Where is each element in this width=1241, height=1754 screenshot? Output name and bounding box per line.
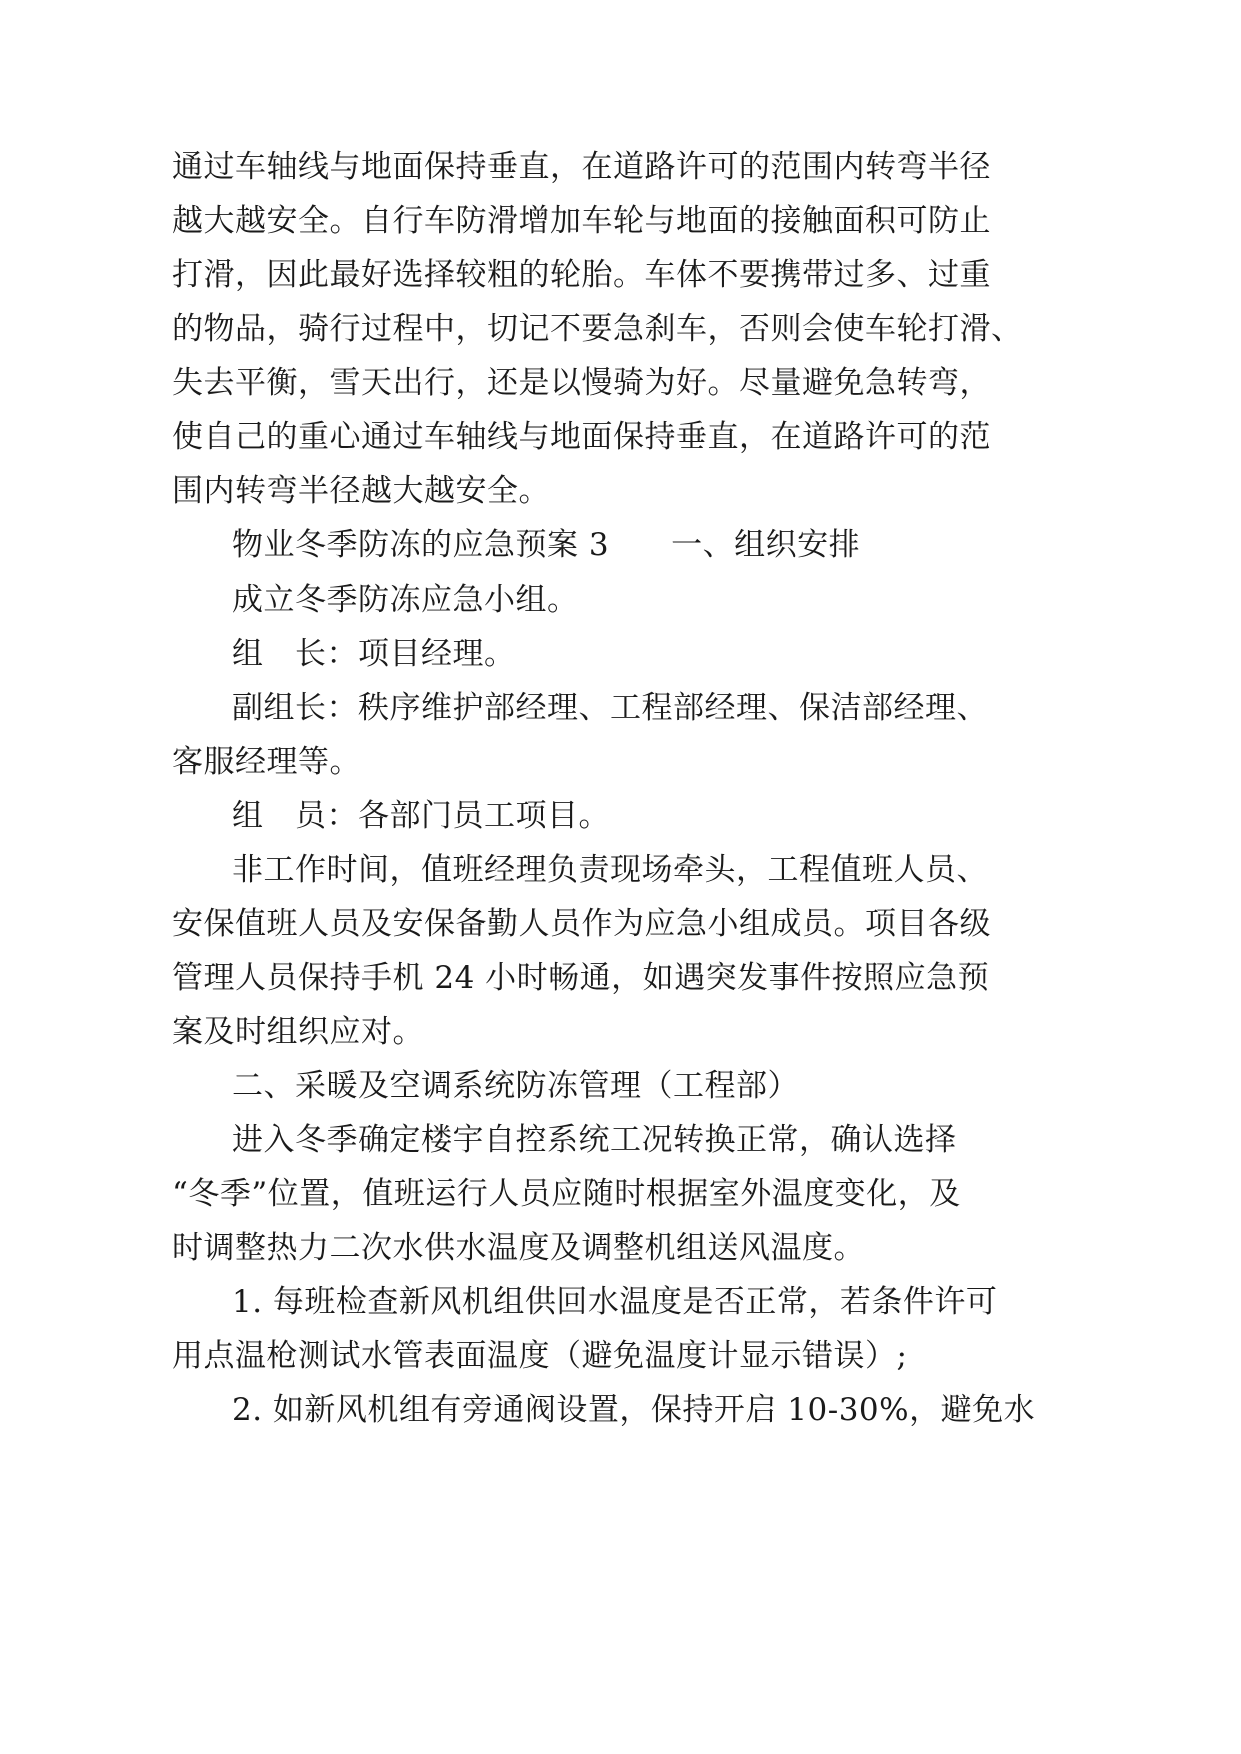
text-line: 成立冬季防冻应急小组。: [232, 582, 579, 618]
text-line: 进入冬季确定楼宇自控系统工况转换正常，确认选择: [232, 1122, 957, 1158]
text-line: 组 员：各部门员工项目。: [232, 798, 610, 834]
text-line: 2. 如新风机组有旁通阀设置，保持开启 10-30%，避免水: [232, 1392, 1036, 1428]
text-line: 二、采暖及空调系统防冻管理（工程部）: [232, 1068, 799, 1104]
text-line: 案及时组织应对。: [172, 1014, 424, 1050]
text-line: 用点温枪测试水管表面温度（避免温度计显示错误）;: [172, 1338, 908, 1374]
text-line: 客服经理等。: [172, 744, 361, 780]
text-line: 围内转弯半径越大越安全。: [172, 473, 550, 509]
text-line: 组 长：项目经理。: [232, 636, 516, 672]
text-line: 时调整热力二次水供水温度及调整机组送风温度。: [172, 1230, 865, 1266]
text-line: 副组长：秩序维护部经理、工程部经理、保洁部经理、: [232, 690, 988, 726]
text-line: 的物品，骑行过程中，切记不要急刹车，否则会使车轮打滑、: [172, 311, 1023, 347]
text-line: 打滑，因此最好选择较粗的轮胎。车体不要携带过多、过重: [172, 257, 991, 293]
text-line: 通过车轴线与地面保持垂直，在道路许可的范围内转弯半径: [172, 149, 991, 185]
section-heading: 一、组织安排: [671, 527, 861, 563]
text-line: 管理人员保持手机 24 小时畅通，如遇突发事件按照应急预: [172, 960, 990, 996]
text-line: 1. 每班检查新风机组供回水温度是否正常，若条件许可: [232, 1284, 998, 1320]
document-heading: [232, 525, 860, 565]
text-line: 非工作时间，值班经理负责现场牵头，工程值班人员、: [232, 852, 988, 888]
text-line: 失去平衡，雪天出行，还是以慢骑为好。尽量避免急转弯，: [172, 365, 991, 401]
text-line: 使自己的重心通过车轴线与地面保持垂直，在道路许可的范: [172, 419, 991, 455]
document-title: 物业冬季防冻的应急预案 3: [232, 527, 610, 563]
text-line: 越大越安全。自行车防滑增加车轮与地面的接触面积可防止: [172, 203, 991, 239]
text-line: 安保值班人员及安保备勤人员作为应急小组成员。项目各级: [172, 906, 991, 942]
text-line: “冬季”位置，值班运行人员应随时根据室外温度变化，及: [172, 1176, 961, 1212]
